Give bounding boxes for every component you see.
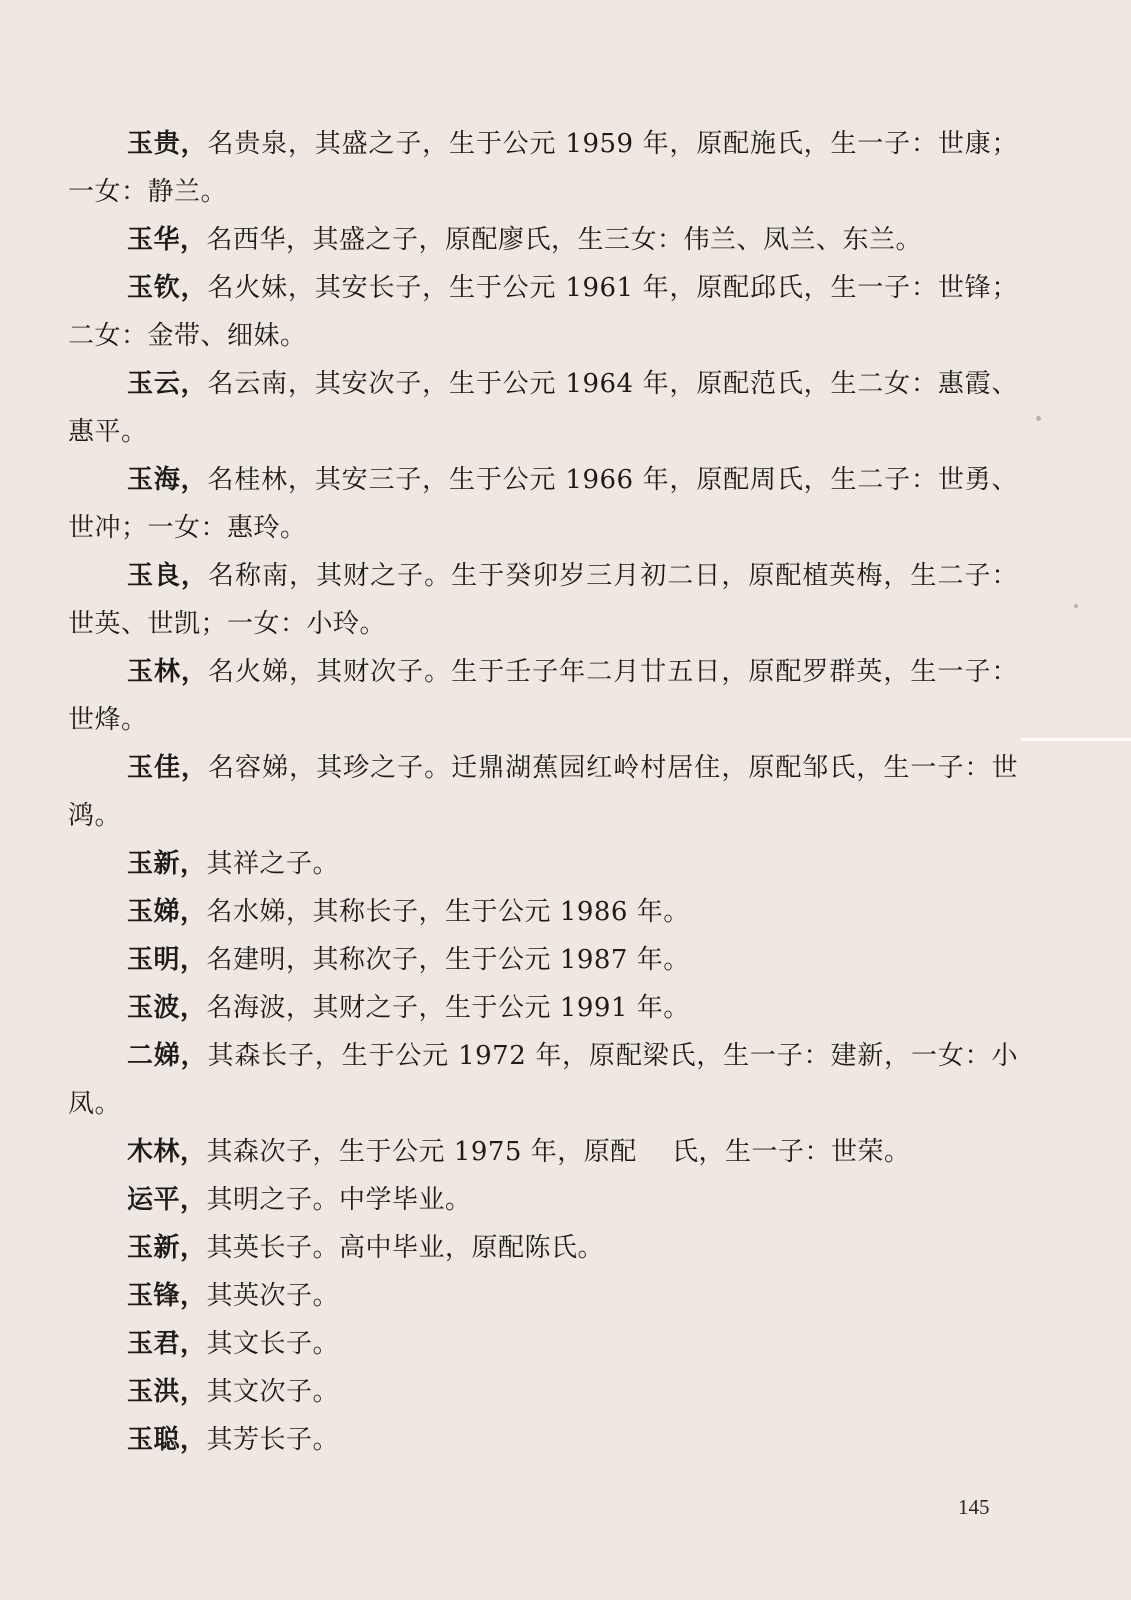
entry-name: 玉新，	[127, 849, 207, 879]
scan-speck	[1036, 416, 1041, 421]
entry-5	[68, 552, 1018, 648]
entry-text: 名火妹，其安长子，生于公元 1961 年，原配邱氏，生一子：世锋；二女：金带、细妹。	[68, 273, 1018, 351]
entry-name: 玉明，	[127, 945, 207, 975]
entry-text: 名火娣，其财次子。生于壬子年二月廿五日，原配罗群英，生一子：世烽。	[68, 657, 1018, 735]
entry-text: 其文次子。	[206, 1377, 340, 1407]
entry-0	[68, 120, 1018, 216]
entry-text: 名海波，其财之子，生于公元 1991 年。	[206, 993, 690, 1023]
entry-text: 其英长子。高中毕业，原配陈氏。	[206, 1233, 605, 1263]
entry-text: 其祥之子。	[206, 849, 340, 879]
entry-text: 其文长子。	[206, 1329, 340, 1359]
entry-text: 名西华，其盛之子，原配廖氏，生三女：伟兰、凤兰、东兰。	[206, 225, 923, 255]
entry-14	[68, 1176, 1018, 1224]
entry-text: 其森次子，生于公元 1975 年，原配 氏，生一子：世荣。	[206, 1137, 911, 1167]
entry-7	[68, 744, 1018, 840]
scan-artifact-line	[1021, 738, 1131, 741]
entry-4	[68, 456, 1018, 552]
entry-name: 木林，	[127, 1137, 207, 1167]
entry-name: 玉华，	[127, 225, 207, 255]
entries-list	[68, 120, 1018, 1464]
entry-name: 玉君，	[127, 1329, 207, 1359]
entry-text: 其森长子，生于公元 1972 年，原配梁氏，生一子：建新，一女：小凤。	[68, 1041, 1018, 1119]
entry-11	[68, 984, 1018, 1032]
page-number: 145	[958, 1495, 990, 1519]
entry-9	[68, 888, 1018, 936]
entry-text: 名容娣，其珍之子。迁鼎湖蕉园红岭村居住，原配邹氏，生一子：世鸿。	[68, 753, 1018, 831]
entry-text: 名称南，其财之子。生于癸卯岁三月初二日，原配植英梅，生二子：世英、世凯；一女：小玲。	[68, 561, 1018, 639]
entry-name: 玉锋，	[127, 1281, 207, 1311]
entry-text: 其英次子。	[206, 1281, 340, 1311]
entry-text: 名贵泉，其盛之子，生于公元 1959 年，原配施氏，生一子：世康；一女：静兰。	[68, 129, 1018, 207]
entry-text: 名云南，其安次子，生于公元 1964 年，原配范氏，生二女：惠霞、惠平。	[68, 369, 1018, 447]
entry-name: 运平，	[127, 1185, 207, 1215]
entry-name: 玉新，	[127, 1233, 207, 1263]
entry-18	[68, 1368, 1018, 1416]
entry-name: 玉佳，	[127, 753, 209, 783]
entry-13	[68, 1128, 1018, 1176]
entry-name: 玉海，	[127, 465, 208, 495]
entry-16	[68, 1272, 1018, 1320]
entry-2	[68, 264, 1018, 360]
entry-name: 玉林，	[127, 657, 209, 687]
entry-text: 名建明，其称次子，生于公元 1987 年。	[206, 945, 690, 975]
entry-12	[68, 1032, 1018, 1128]
entry-name: 玉钦，	[127, 273, 208, 303]
entry-name: 玉波，	[127, 993, 207, 1023]
entry-text: 其芳长子。	[206, 1425, 340, 1455]
entry-name: 玉贵，	[127, 129, 208, 159]
entry-name: 玉聪，	[127, 1425, 207, 1455]
entry-text: 其明之子。中学毕业。	[206, 1185, 472, 1215]
scan-speck	[1074, 604, 1078, 608]
entry-name: 玉良，	[127, 561, 209, 591]
entry-text: 名水娣，其称长子，生于公元 1986 年。	[206, 897, 690, 927]
entry-name: 玉洪，	[127, 1377, 207, 1407]
entry-name: 玉娣，	[127, 897, 207, 927]
entry-1	[68, 216, 1018, 264]
entry-name: 二娣，	[127, 1041, 208, 1071]
entry-8	[68, 840, 1018, 888]
entry-10	[68, 936, 1018, 984]
entry-text: 名桂林，其安三子，生于公元 1966 年，原配周氏，生二子：世勇、世冲；一女：惠玲。	[68, 465, 1018, 543]
entry-name: 玉云，	[127, 369, 208, 399]
entry-17	[68, 1320, 1018, 1368]
entry-3	[68, 360, 1018, 456]
entry-6	[68, 648, 1018, 744]
entry-19	[68, 1416, 1018, 1464]
entry-15	[68, 1224, 1018, 1272]
